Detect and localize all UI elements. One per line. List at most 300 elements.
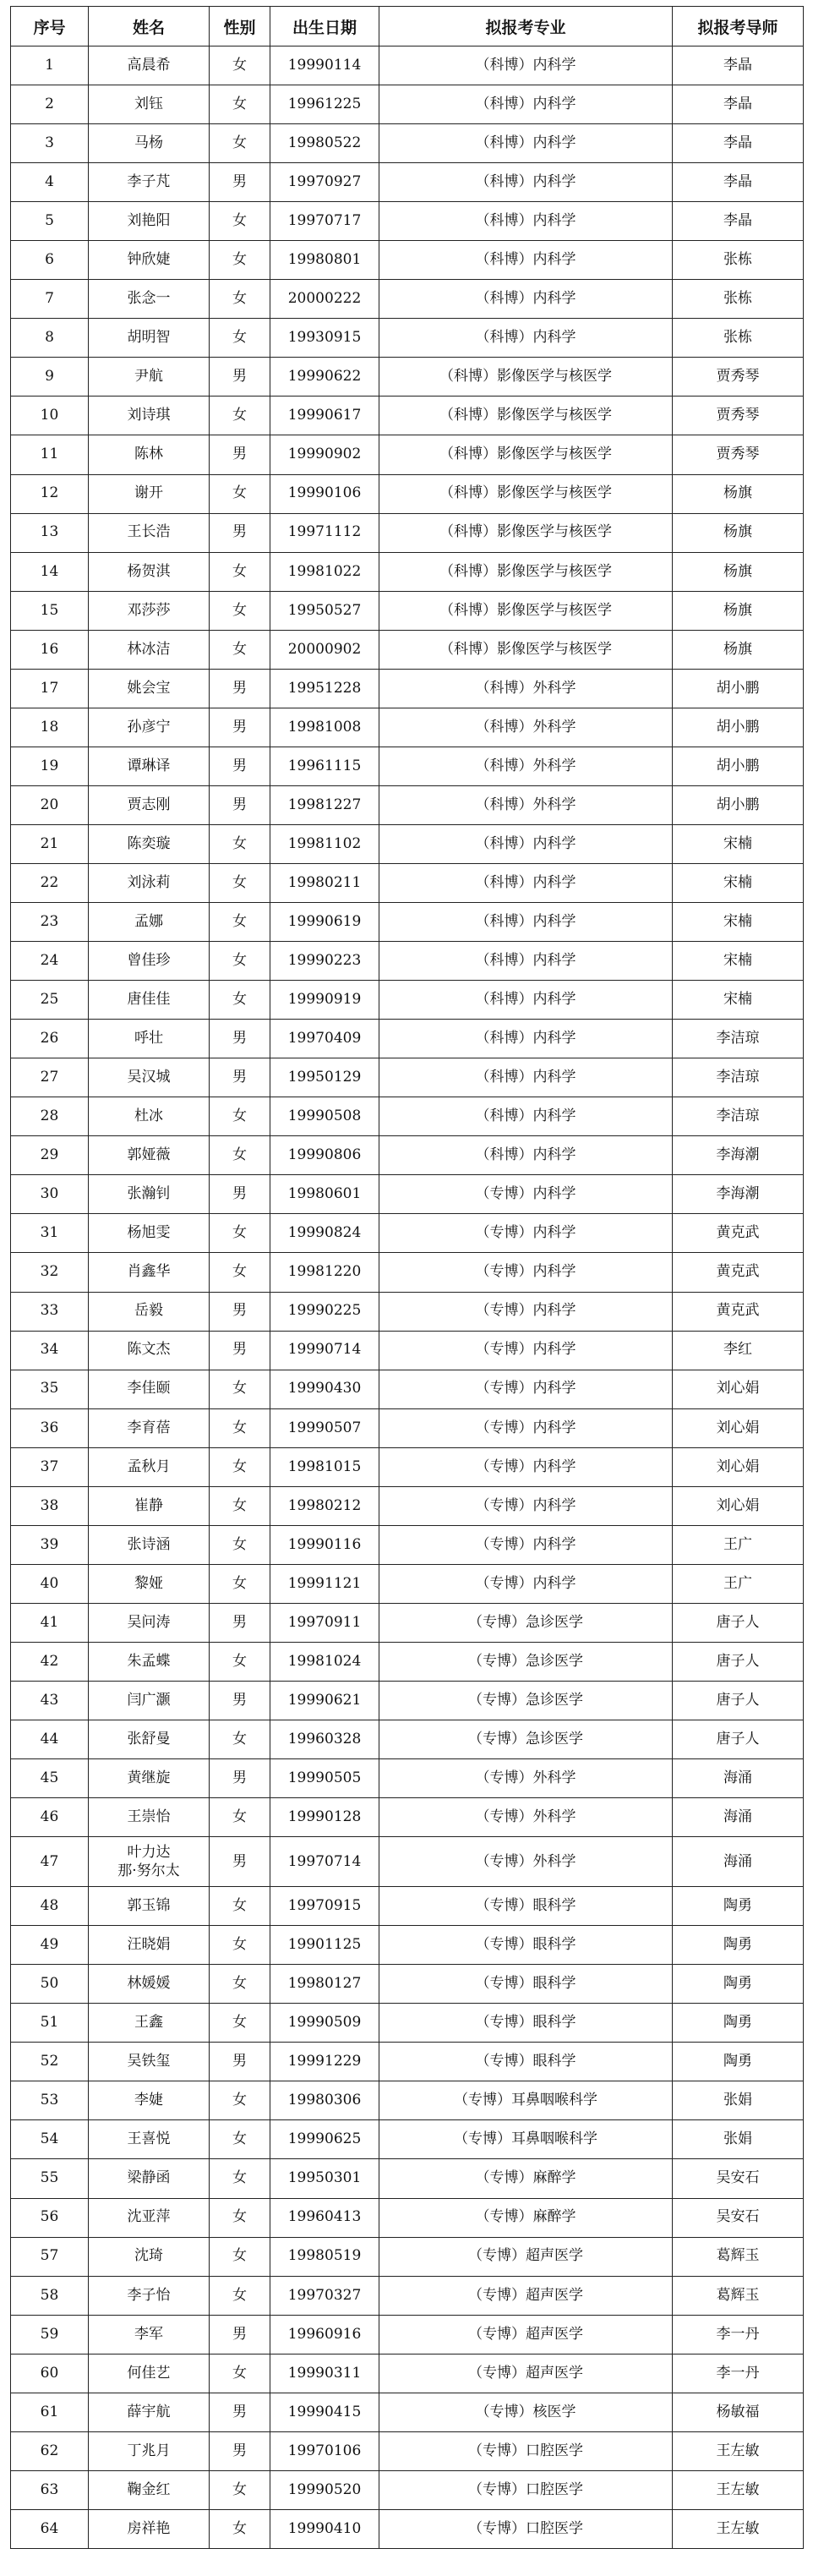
cell-gender: 男 [210,358,270,397]
table-header [11,7,804,46]
cell-gender: 女 [210,2004,270,2043]
cell-number: 27 [11,1058,89,1097]
cell-birth-date: 19961225 [270,85,379,124]
cell-gender: 女 [210,1136,270,1175]
table-row [11,1681,804,1720]
table-row [11,2198,804,2237]
cell-gender: 女 [210,981,270,1020]
cell-major: （科博）内科学 [379,1097,673,1136]
cell-birth-date: 19990621 [270,1681,379,1720]
cell-name: 黄继旋 [89,1759,210,1798]
cell-birth-date: 19970915 [270,1887,379,1926]
cell-major: （专博）内科学 [379,1292,673,1331]
cell-tutor: 贾秀琴 [673,397,804,435]
cell-tutor: 海涌 [673,1837,804,1887]
cell-name: 刘诗琪 [89,397,210,435]
table-row [11,2354,804,2393]
cell-name: 张瀚钊 [89,1175,210,1214]
table-row [11,942,804,981]
cell-tutor: 葛辉玉 [673,2237,804,2276]
cell-birth-date: 19970409 [270,1020,379,1058]
cell-birth-date: 19961115 [270,747,379,785]
cell-major: （专博）内科学 [379,1370,673,1408]
cell-gender: 女 [210,2509,270,2548]
cell-number: 22 [11,863,89,902]
cell-name: 唐佳佳 [89,981,210,1020]
cell-birth-date: 19991121 [270,1564,379,1603]
cell-number: 40 [11,1564,89,1603]
cell-name: 刘泳莉 [89,863,210,902]
cell-major: （科博）内科学 [379,981,673,1020]
cell-tutor: 李晶 [673,124,804,163]
cell-major: （专博）口腔医学 [379,2431,673,2470]
cell-gender: 女 [210,474,270,513]
table-row [11,1175,804,1214]
cell-major: （专博）麻醉学 [379,2159,673,2198]
cell-birth-date: 19990520 [270,2470,379,2509]
cell-gender: 女 [210,1253,270,1292]
cell-gender: 女 [210,124,270,163]
cell-major: （科博）内科学 [379,942,673,981]
cell-name: 林冰洁 [89,630,210,669]
table-row [11,1603,804,1642]
cell-birth-date: 19990509 [270,2004,379,2043]
table-row [11,1253,804,1292]
cell-major: （科博）内科学 [379,280,673,319]
cell-name: 王喜悦 [89,2120,210,2159]
cell-birth-date: 19970911 [270,1603,379,1642]
cell-major: （专博）超声医学 [379,2354,673,2393]
cell-name: 高晨希 [89,46,210,85]
cell-birth-date: 19970327 [270,2276,379,2315]
cell-name: 沈琦 [89,2237,210,2276]
cell-major: （专博）麻醉学 [379,2198,673,2237]
cell-name: 李婕 [89,2081,210,2120]
cell-birth-date: 19990225 [270,1292,379,1331]
cell-number: 57 [11,2237,89,2276]
cell-gender: 女 [210,903,270,942]
cell-birth-date: 19981220 [270,1253,379,1292]
table-row [11,1525,804,1564]
cell-tutor: 刘心娟 [673,1370,804,1408]
cell-birth-date: 19970106 [270,2431,379,2470]
cell-major: （科博）内科学 [379,46,673,85]
table-row [11,1408,804,1447]
cell-name: 叶力达 那·努尔太 [89,1837,210,1887]
table-row [11,1370,804,1408]
cell-tutor: 李洁琼 [673,1097,804,1136]
cell-birth-date: 19950527 [270,591,379,630]
cell-birth-date: 19990410 [270,2509,379,2548]
table-row [11,474,804,513]
table-row [11,85,804,124]
cell-birth-date: 19970717 [270,202,379,241]
cell-gender: 女 [210,46,270,85]
cell-tutor: 海涌 [673,1798,804,1837]
table-row [11,1486,804,1525]
cell-name: 吴问涛 [89,1603,210,1642]
cell-major: （科博）内科学 [379,1020,673,1058]
cell-gender: 男 [210,2431,270,2470]
cell-tutor: 宋楠 [673,903,804,942]
cell-number: 32 [11,1253,89,1292]
cell-tutor: 胡小鹏 [673,785,804,824]
cell-gender: 女 [210,2276,270,2315]
cell-number: 61 [11,2393,89,2431]
cell-birth-date: 19990507 [270,1408,379,1447]
cell-birth-date: 19990625 [270,2120,379,2159]
cell-gender: 女 [210,1926,270,1965]
cell-gender: 男 [210,1681,270,1720]
cell-birth-date: 19971112 [270,513,379,552]
cell-gender: 女 [210,824,270,863]
cell-tutor: 张栋 [673,319,804,358]
cell-tutor: 张栋 [673,241,804,280]
header-row [11,7,804,46]
cell-number: 28 [11,1097,89,1136]
cell-major: （专博）耳鼻咽喉科学 [379,2120,673,2159]
cell-major: （科博）影像医学与核医学 [379,552,673,591]
cell-gender: 男 [210,435,270,474]
cell-name: 曾佳珍 [89,942,210,981]
cell-name: 钟欣婕 [89,241,210,280]
cell-gender: 女 [210,241,270,280]
cell-number: 56 [11,2198,89,2237]
cell-tutor: 黄克武 [673,1292,804,1331]
cell-tutor: 李海潮 [673,1136,804,1175]
table-row [11,2509,804,2548]
cell-name: 王崇怡 [89,1798,210,1837]
cell-gender: 女 [210,2159,270,2198]
cell-name: 呼壮 [89,1020,210,1058]
cell-number: 59 [11,2315,89,2354]
cell-tutor: 陶勇 [673,2004,804,2043]
cell-tutor: 海涌 [673,1759,804,1798]
cell-number: 41 [11,1603,89,1642]
cell-name: 何佳艺 [89,2354,210,2393]
cell-major: （科博）影像医学与核医学 [379,591,673,630]
cell-tutor: 陶勇 [673,1926,804,1965]
cell-birth-date: 19990806 [270,1136,379,1175]
table-row [11,1447,804,1486]
cell-major: （专博）内科学 [379,1408,673,1447]
cell-gender: 男 [210,163,270,202]
table-row [11,319,804,358]
cell-birth-date: 19951228 [270,669,379,708]
cell-gender: 女 [210,85,270,124]
cell-number: 34 [11,1331,89,1370]
table-row [11,1020,804,1058]
cell-number: 11 [11,435,89,474]
cell-name: 谢开 [89,474,210,513]
cell-gender: 女 [210,1564,270,1603]
cell-birth-date: 19981102 [270,824,379,863]
cell-name: 陈文杰 [89,1331,210,1370]
cell-name: 张诗涵 [89,1525,210,1564]
cell-name: 吴汉城 [89,1058,210,1097]
cell-tutor: 李晶 [673,46,804,85]
cell-major: （专博）眼科学 [379,2043,673,2081]
cell-gender: 男 [210,669,270,708]
cell-major: （科博）内科学 [379,824,673,863]
cell-number: 9 [11,358,89,397]
header-number: 序号 [11,7,89,46]
cell-number: 38 [11,1486,89,1525]
cell-name: 郭玉锦 [89,1887,210,1926]
cell-tutor: 王广 [673,1564,804,1603]
cell-name: 张念一 [89,280,210,319]
cell-number: 7 [11,280,89,319]
cell-major: （专博）外科学 [379,1837,673,1887]
cell-number: 20 [11,785,89,824]
table-row [11,1798,804,1837]
cell-gender: 女 [210,2120,270,2159]
cell-birth-date: 19981227 [270,785,379,824]
cell-number: 24 [11,942,89,981]
table-row [11,1887,804,1926]
cell-number: 52 [11,2043,89,2081]
cell-major: （科博）影像医学与核医学 [379,397,673,435]
table-body [11,46,804,2549]
cell-name: 薛宇航 [89,2393,210,2431]
cell-gender: 女 [210,552,270,591]
cell-gender: 女 [210,2237,270,2276]
cell-major: （专博）内科学 [379,1525,673,1564]
cell-major: （科博）外科学 [379,785,673,824]
cell-birth-date: 19990106 [270,474,379,513]
table-row [11,863,804,902]
cell-name: 谭琳译 [89,747,210,785]
cell-number: 51 [11,2004,89,2043]
cell-major: （专博）外科学 [379,1798,673,1837]
cell-gender: 女 [210,319,270,358]
cell-tutor: 陶勇 [673,1965,804,2004]
cell-tutor: 唐子人 [673,1642,804,1681]
cell-gender: 女 [210,1486,270,1525]
cell-name: 李子芃 [89,163,210,202]
cell-major: （科博）内科学 [379,202,673,241]
cell-major: （专博）眼科学 [379,1887,673,1926]
cell-major: （专博）急诊医学 [379,1603,673,1642]
table-row [11,903,804,942]
table-row [11,669,804,708]
table-row [11,1564,804,1603]
cell-birth-date: 19950129 [270,1058,379,1097]
cell-number: 45 [11,1759,89,1798]
cell-tutor: 刘心娟 [673,1486,804,1525]
cell-number: 18 [11,708,89,747]
cell-name: 沈亚萍 [89,2198,210,2237]
cell-gender: 男 [210,1175,270,1214]
cell-major: （科博）内科学 [379,163,673,202]
cell-tutor: 杨旗 [673,591,804,630]
table-row [11,513,804,552]
table-row [11,280,804,319]
cell-number: 42 [11,1642,89,1681]
cell-gender: 男 [210,747,270,785]
cell-gender: 男 [210,1020,270,1058]
cell-birth-date: 19980127 [270,1965,379,2004]
cell-gender: 男 [210,785,270,824]
cell-name: 孟秋月 [89,1447,210,1486]
cell-name: 鞠金红 [89,2470,210,2509]
table-row [11,1720,804,1759]
cell-name: 刘钰 [89,85,210,124]
cell-birth-date: 19990128 [270,1798,379,1837]
cell-tutor: 李一丹 [673,2315,804,2354]
cell-major: （科博）内科学 [379,85,673,124]
cell-birth-date: 19990505 [270,1759,379,1798]
cell-number: 23 [11,903,89,942]
cell-name: 郭娅薇 [89,1136,210,1175]
table-row [11,1965,804,2004]
cell-tutor: 刘心娟 [673,1408,804,1447]
cell-gender: 女 [210,1525,270,1564]
cell-birth-date: 19970714 [270,1837,379,1887]
cell-number: 33 [11,1292,89,1331]
cell-number: 58 [11,2276,89,2315]
cell-name: 王长浩 [89,513,210,552]
cell-name: 杜冰 [89,1097,210,1136]
table-row [11,552,804,591]
cell-gender: 男 [210,1331,270,1370]
cell-gender: 女 [210,1447,270,1486]
table-row [11,1097,804,1136]
cell-birth-date: 19980519 [270,2237,379,2276]
cell-number: 63 [11,2470,89,2509]
cell-gender: 女 [210,942,270,981]
cell-number: 35 [11,1370,89,1408]
cell-major: （专博）口腔医学 [379,2470,673,2509]
cell-tutor: 杨旗 [673,630,804,669]
cell-tutor: 张娟 [673,2081,804,2120]
cell-birth-date: 19990902 [270,435,379,474]
cell-tutor: 胡小鹏 [673,669,804,708]
cell-tutor: 胡小鹏 [673,747,804,785]
cell-major: （专博）核医学 [379,2393,673,2431]
cell-name: 胡明智 [89,319,210,358]
cell-gender: 女 [210,280,270,319]
cell-birth-date: 19981008 [270,708,379,747]
cell-gender: 女 [210,397,270,435]
cell-number: 26 [11,1020,89,1058]
cell-major: （专博）耳鼻咽喉科学 [379,2081,673,2120]
cell-tutor: 唐子人 [673,1681,804,1720]
cell-number: 2 [11,85,89,124]
cell-gender: 男 [210,2043,270,2081]
cell-number: 6 [11,241,89,280]
cell-gender: 女 [210,2354,270,2393]
cell-gender: 女 [210,2470,270,2509]
cell-name: 孙彦宁 [89,708,210,747]
cell-tutor: 王左敏 [673,2509,804,2548]
cell-number: 46 [11,1798,89,1837]
cell-tutor: 李海潮 [673,1175,804,1214]
cell-name: 岳毅 [89,1292,210,1331]
cell-gender: 女 [210,591,270,630]
cell-number: 62 [11,2431,89,2470]
table-row [11,2315,804,2354]
cell-name: 朱孟蝶 [89,1642,210,1681]
cell-tutor: 宋楠 [673,824,804,863]
table-row [11,46,804,85]
cell-number: 3 [11,124,89,163]
cell-major: （专博）眼科学 [379,2004,673,2043]
cell-tutor: 杨旗 [673,513,804,552]
cell-birth-date: 19981024 [270,1642,379,1681]
cell-major: （专博）急诊医学 [379,1720,673,1759]
cell-major: （科博）内科学 [379,1058,673,1097]
cell-gender: 女 [210,863,270,902]
cell-number: 25 [11,981,89,1020]
cell-tutor: 吴安石 [673,2198,804,2237]
table-row [11,1136,804,1175]
cell-gender: 男 [210,513,270,552]
cell-name: 陈奕璇 [89,824,210,863]
cell-number: 47 [11,1837,89,1887]
cell-name: 李佳颐 [89,1370,210,1408]
cell-number: 36 [11,1408,89,1447]
table-row [11,824,804,863]
cell-tutor: 王广 [673,1525,804,1564]
table-row [11,2276,804,2315]
cell-major: （专博）急诊医学 [379,1681,673,1720]
cell-major: （专博）眼科学 [379,1965,673,2004]
cell-number: 44 [11,1720,89,1759]
cell-number: 4 [11,163,89,202]
cell-number: 10 [11,397,89,435]
cell-gender: 男 [210,1058,270,1097]
table-row [11,2237,804,2276]
header-name: 姓名 [89,7,210,46]
table-row [11,981,804,1020]
cell-birth-date: 19901125 [270,1926,379,1965]
cell-number: 54 [11,2120,89,2159]
header-birth-date: 出生日期 [270,7,379,46]
table-row [11,163,804,202]
cell-major: （专博）口腔医学 [379,2509,673,2548]
cell-number: 15 [11,591,89,630]
header-major: 拟报考专业 [379,7,673,46]
table-row [11,2043,804,2081]
cell-major: （科博）内科学 [379,1136,673,1175]
cell-name: 李育蓓 [89,1408,210,1447]
cell-major: （专博）内科学 [379,1214,673,1253]
table-row [11,747,804,785]
table-row [11,2120,804,2159]
table-row [11,397,804,435]
table-row [11,358,804,397]
table-row [11,1058,804,1097]
cell-tutor: 贾秀琴 [673,358,804,397]
table-row [11,785,804,824]
cell-name: 姚会宝 [89,669,210,708]
cell-birth-date: 19980211 [270,863,379,902]
cell-birth-date: 19990311 [270,2354,379,2393]
cell-major: （专博）内科学 [379,1331,673,1370]
cell-number: 12 [11,474,89,513]
cell-gender: 女 [210,1370,270,1408]
cell-tutor: 杨旗 [673,474,804,513]
cell-birth-date: 19990116 [270,1525,379,1564]
cell-major: （科博）外科学 [379,708,673,747]
cell-name: 李军 [89,2315,210,2354]
cell-major: （专博）内科学 [379,1564,673,1603]
cell-birth-date: 19980601 [270,1175,379,1214]
cell-gender: 男 [210,1603,270,1642]
cell-number: 19 [11,747,89,785]
cell-tutor: 葛辉玉 [673,2276,804,2315]
